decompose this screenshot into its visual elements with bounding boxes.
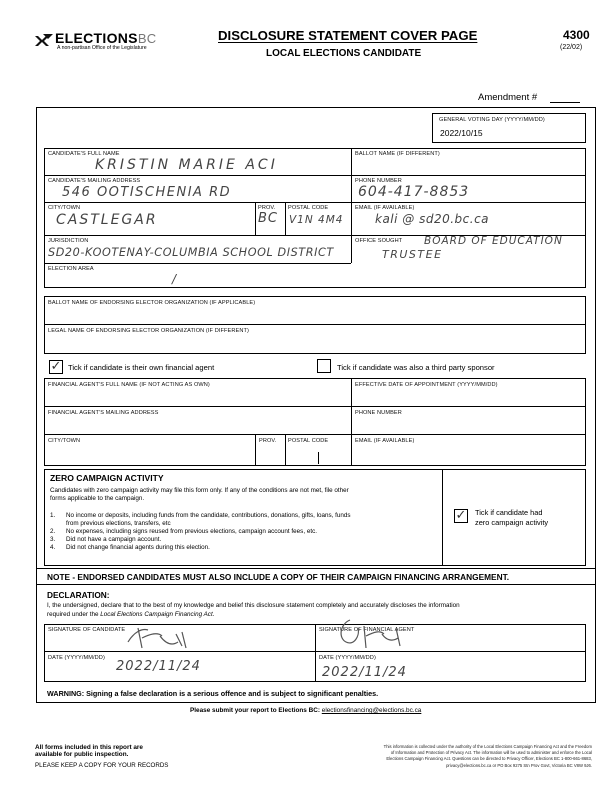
logo-tagline: A non-partisan Office of the Legislature — [57, 45, 147, 51]
agent-date-value[interactable]: 2022/11/24 — [322, 665, 407, 680]
endorsing-legal-label: LEGAL NAME OF ENDORSING ELECTOR ORGANIZATION (IF DIFFERENT) — [48, 328, 249, 334]
candidate-date-value[interactable]: 2022/11/24 — [116, 659, 201, 674]
agent-postal-label: POSTAL CODE — [288, 438, 329, 444]
general-voting-day-value: 2022/10/15 — [440, 128, 483, 138]
candidate-address-label: CANDIDATE'S MAILING ADDRESS — [48, 178, 141, 184]
declaration-act-name: Local Elections Campaign Financing Act. — [100, 611, 215, 618]
zero-campaign-tick-label-2: zero campaign activity — [475, 518, 549, 527]
agent-phone-field[interactable] — [355, 419, 583, 432]
candidate-phone-label: PHONE NUMBER — [355, 178, 402, 184]
candidate-email-value[interactable]: kali @ sd20.bc.ca — [375, 212, 490, 226]
election-area-value[interactable]: / — [172, 272, 178, 286]
declaration-text-2a: required under the — [47, 611, 101, 618]
agent-appointment-field[interactable] — [355, 391, 583, 404]
form-version: (22/02) — [560, 44, 583, 51]
own-agent-checkbox[interactable]: ✓ — [50, 359, 62, 374]
condition-item: 4. Did not change financial agents during this election. — [50, 544, 210, 551]
candidate-city-value[interactable]: CASTLEGAR — [56, 212, 158, 228]
declaration-text-1: I, the undersigned, declare that to the best of my knowledge and belief this disclosure statement completely and accurately discloses the information — [47, 602, 460, 609]
elections-bc-logo-icon — [34, 32, 54, 50]
agent-signature[interactable] — [330, 614, 420, 652]
condition-item: 1. No income or deposits, including funds from the candidate, contributions, donations, gifts, loans, funds — [50, 512, 351, 519]
election-area-label: ELECTION AREA — [48, 266, 94, 272]
jurisdiction-value[interactable]: SD20-KOOTENAY-COLUMBIA SCHOOL DISTRICT — [48, 246, 334, 259]
agent-appointment-label: EFFECTIVE DATE OF APPOINTMENT (YYYY/MM/DD) — [355, 382, 498, 388]
own-agent-label: Tick if candidate is their own financial agent — [68, 363, 215, 372]
page-title: DISCLOSURE STATEMENT COVER PAGE — [218, 28, 478, 43]
office-sought-line2[interactable]: TRUSTEE — [382, 248, 443, 261]
agent-address-field[interactable] — [48, 419, 348, 432]
zero-campaign-conditions — [50, 512, 351, 552]
third-party-label: Tick if candidate was also a third party sponsor — [337, 363, 495, 372]
zero-campaign-checkbox[interactable]: ✓ — [455, 508, 467, 523]
declaration-title: DECLARATION: — [47, 590, 110, 600]
candidate-signature-label: SIGNATURE OF CANDIDATE — [48, 627, 126, 633]
amendment-label: Amendment # — [478, 92, 538, 103]
submit-email-link[interactable]: electionsfinancing@elections.bc.ca — [321, 707, 422, 714]
endorsed-note: NOTE - ENDORSED CANDIDATES MUST ALSO INCLUDE A COPY OF THEIR CAMPAIGN FINANCING ARRANGEMENT. — [47, 572, 510, 582]
agent-prov-label: PROV. — [259, 438, 277, 444]
endorsing-legal-field[interactable] — [48, 337, 582, 350]
condition-item: 2. No expenses, including signs reused from previous elections, campaign account fees, etc. — [50, 528, 317, 535]
agent-address-label: FINANCIAL AGENT'S MAILING ADDRESS — [48, 410, 159, 416]
zero-campaign-intro-1: Candidates with zero campaign activity may file this form only. If any of the conditions are not met, file other — [50, 487, 349, 494]
office-sought-line1[interactable]: BOARD OF EDUCATION — [424, 235, 563, 247]
third-party-checkbox[interactable] — [317, 359, 331, 373]
candidate-city-label: CITY/TOWN — [48, 205, 81, 211]
agent-city-label: CITY/TOWN — [48, 438, 81, 444]
agent-name-field[interactable] — [48, 391, 348, 404]
zero-campaign-intro-2: forms applicable to the campaign. — [50, 495, 145, 502]
candidate-email-label: EMAIL (IF AVAILABLE) — [355, 205, 415, 211]
agent-signature-label: SIGNATURE OF FINANCIAL AGENT — [319, 627, 415, 633]
public-inspection-note-2: available for public inspection. — [35, 751, 129, 758]
candidate-prov-value[interactable]: BC — [258, 211, 278, 226]
form-number: 4300 — [563, 28, 590, 42]
public-inspection-note-1: All forms included in this report are — [35, 744, 143, 751]
privacy-fine-print: This information is collected under the authority of the Local Elections Campaign Financing Act and the Freedom of Information and Protection of Privacy Act. The information will be used to administer and enforce the Local Elections Campaign Financing Act. Questions can be directed to Privacy Officer, Elections BC 1-800-661-8683, privacy@elections.bc.ca or PO Box 9275 Stn Prov Govt, Victoria BC V8W 9J6. — [383, 744, 592, 768]
agent-city-field[interactable] — [48, 447, 252, 463]
amendment-field[interactable] — [550, 92, 580, 103]
warning-text: WARNING: Signing a false declaration is a serious offence and is subject to significant penalties. — [47, 689, 379, 698]
keep-copy-note: PLEASE KEEP A COPY FOR YOUR RECORDS — [35, 762, 169, 769]
condition-item: 3. Did not have a campaign account. — [50, 536, 162, 543]
zero-campaign-tick-label-1: Tick if candidate had — [475, 508, 543, 517]
candidate-postal-label: POSTAL CODE — [288, 205, 329, 211]
jurisdiction-label: JURISDICTION — [48, 238, 89, 244]
office-sought-label: OFFICE SOUGHT — [355, 238, 403, 244]
endorsing-ballot-field[interactable] — [48, 309, 582, 322]
candidate-date-label: DATE (YYYY/MM/DD) — [48, 655, 105, 661]
candidate-name-value[interactable]: KRISTIN MARIE ACI — [95, 157, 278, 173]
logo-text: ELECTIONS — [55, 30, 138, 46]
agent-name-label: FINANCIAL AGENT'S FULL NAME (IF NOT ACTING AS OWN) — [48, 382, 210, 388]
submit-text: Please submit your report to Elections BC: — [190, 707, 320, 714]
ballot-name-value[interactable] — [355, 160, 583, 173]
endorsing-ballot-label: BALLOT NAME OF ENDORSING ELECTOR ORGANIZATION (IF APPLICABLE) — [48, 300, 256, 306]
agent-phone-label: PHONE NUMBER — [355, 410, 402, 416]
candidate-prov-label: PROV. — [258, 205, 276, 211]
candidate-postal-value[interactable]: V1N 4M4 — [289, 214, 344, 226]
logo-suffix: BC — [137, 31, 157, 46]
ballot-name-label: BALLOT NAME (IF DIFFERENT) — [355, 151, 440, 157]
agent-email-label: EMAIL (IF AVAILABLE) — [355, 438, 415, 444]
candidate-name-label: CANDIDATE'S FULL NAME — [48, 151, 120, 157]
candidate-address-value[interactable]: 546 OOTISCHENIA RD — [62, 185, 232, 200]
agent-date-label: DATE (YYYY/MM/DD) — [319, 655, 376, 661]
condition-item-cont: from previous elections, transfers, etc — [66, 520, 171, 527]
candidate-signature[interactable] — [120, 624, 210, 652]
general-voting-day-label: GENERAL VOTING DAY (YYYY/MM/DD) — [439, 117, 545, 123]
zero-campaign-title: ZERO CAMPAIGN ACTIVITY — [50, 473, 164, 483]
candidate-phone-value[interactable]: 604-417-8853 — [358, 184, 470, 200]
agent-email-field[interactable] — [355, 447, 583, 463]
page-subtitle: LOCAL ELECTIONS CANDIDATE — [266, 48, 422, 59]
